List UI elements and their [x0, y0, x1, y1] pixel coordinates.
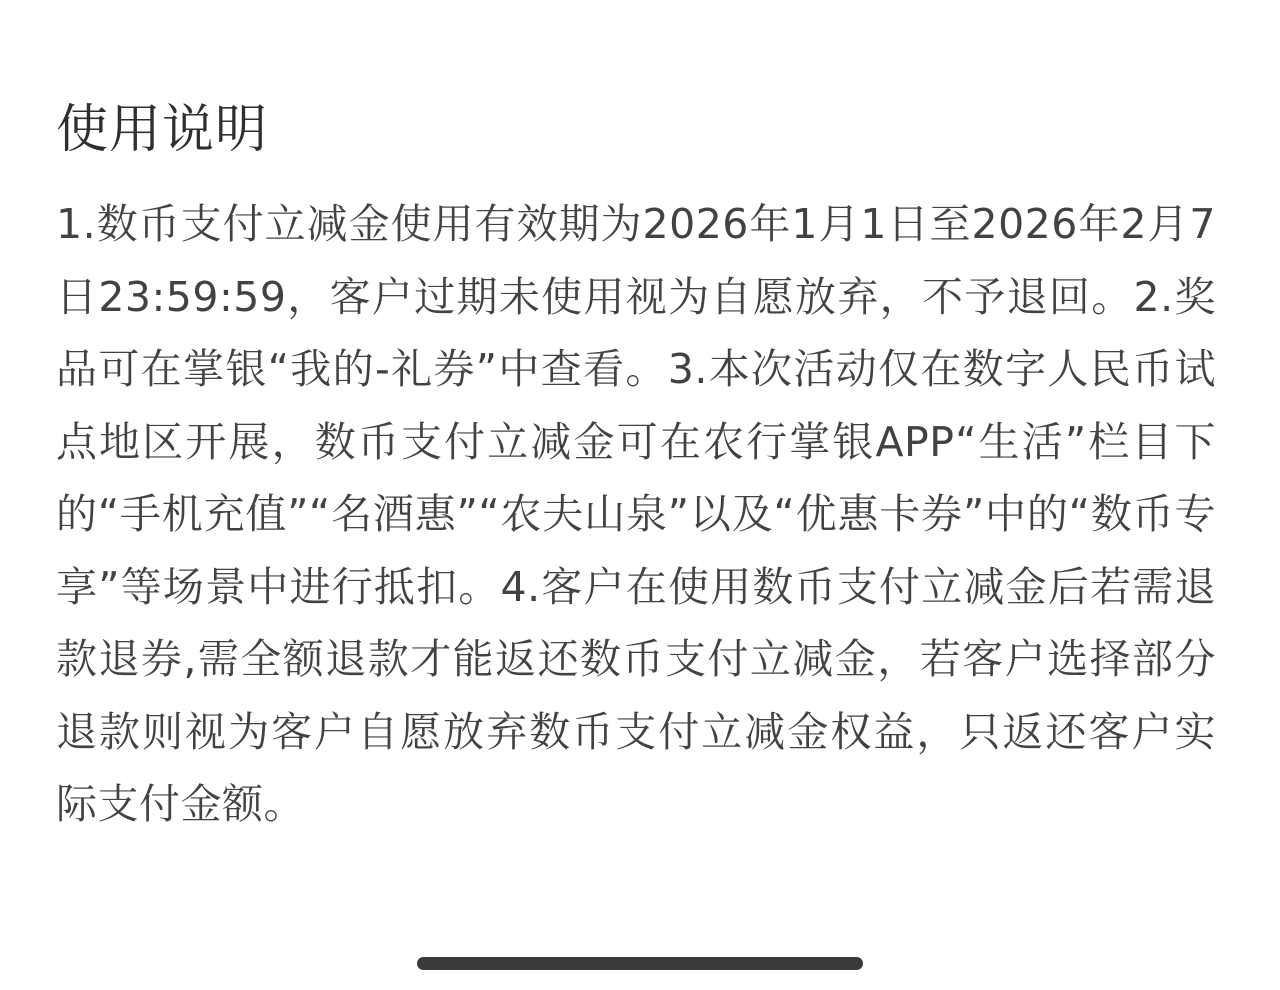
home-indicator-bar[interactable]	[417, 957, 863, 970]
usage-instructions-section	[56, 96, 1216, 841]
instructions-text: 1.数币支付立减金使用有效期为2026年1月1日至2026年2月7日23:59:59，客户过期未使用视为自愿放弃，不予退回。2.奖品可在掌银“我的-礼券”中查看。3.本次活动仅在数字人民币试点地区开展，数币支付立减金可在农行掌银APP“生活”栏目下的“手机充值”“名酒惠”“农夫山泉”以及“优惠卡券”中的“数币专享”等场景中进行抵扣。4.客户在使用数币支付立减金后若需退款退券,需全额退款才能返还数币支付立减金，若客户选择部分退款则视为客户自愿放弃数币支付立减金权益，只返还客户实际支付金额。	[56, 200, 1216, 828]
page-title: 使用说明	[56, 100, 269, 160]
